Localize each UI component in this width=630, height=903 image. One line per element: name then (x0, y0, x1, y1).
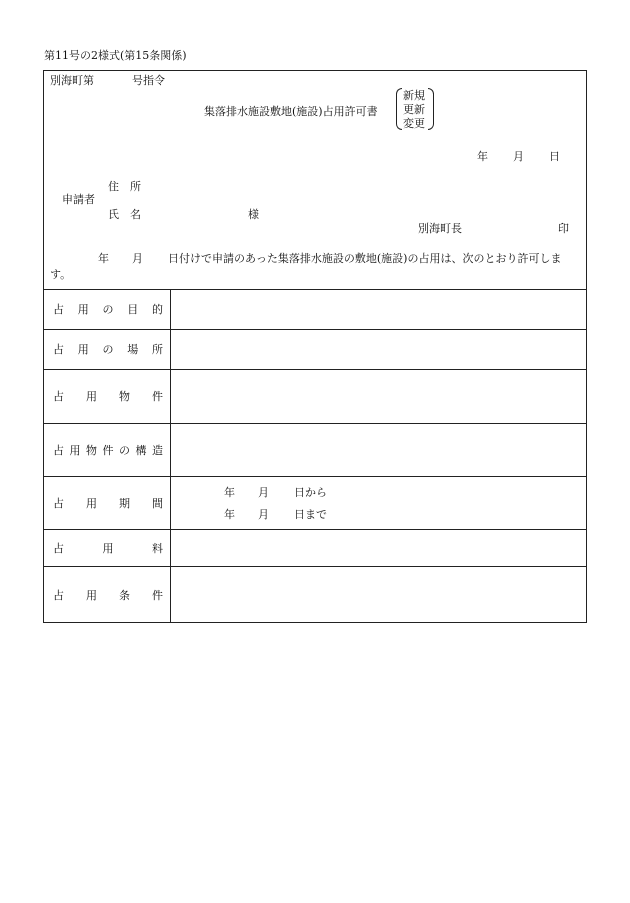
table-row (44, 329, 170, 369)
period-from-month: 月 (258, 486, 269, 499)
bracket-left (396, 88, 402, 130)
address-label: 住 所 (108, 180, 141, 193)
document-title: 集落排水施設敷地(施設)占用許可書 (204, 105, 378, 118)
period-from-day: 日から (294, 486, 327, 499)
title-options (403, 89, 425, 131)
row-label-purpose: 占用の目的 (53, 303, 163, 316)
date-year: 年 (477, 150, 488, 163)
form-number: 第11号の2様式(第15条関係) (44, 49, 187, 62)
table-row (44, 369, 170, 423)
table-row (44, 566, 170, 623)
body-text-line1: 日付けで申請のあった集落排水施設の敷地(施設)の占用は、次のとおり許可しま (168, 252, 562, 265)
title-options-bracket (396, 88, 434, 132)
row-label-period: 占用期間 (53, 496, 163, 510)
name-label: 氏 名 (108, 208, 141, 221)
permit-number-suffix: 号指令 (132, 74, 165, 87)
body-month: 月 (132, 252, 143, 265)
table-row (44, 476, 170, 529)
date-month: 月 (513, 150, 524, 163)
permit-form (43, 70, 587, 623)
option-new: 新規 (403, 89, 425, 102)
issuer-title: 別海町長 (418, 222, 462, 235)
period-to-day: 日まで (294, 508, 327, 521)
table-row (44, 289, 170, 329)
row-label-fee: 占用料 (53, 541, 163, 555)
body-text-line2: す。 (50, 268, 72, 281)
permit-number-prefix: 別海町第 (50, 74, 94, 87)
period-to-year: 年 (224, 508, 235, 521)
column-divider (170, 289, 171, 622)
option-renew: 更新 (403, 103, 425, 116)
row-label-place: 占用の場所 (53, 343, 163, 356)
option-change: 変更 (403, 117, 425, 130)
row-label-object: 占用物件 (53, 390, 163, 403)
date-day: 日 (549, 150, 560, 163)
table-row (44, 529, 170, 566)
row-label-structure: 占用物件の構造 (53, 443, 163, 457)
period-to-month: 月 (258, 508, 269, 521)
honorific: 様 (248, 208, 259, 221)
body-year: 年 (98, 252, 109, 265)
bracket-right (428, 88, 434, 130)
table-row (44, 423, 170, 476)
row-label-conditions: 占用条件 (53, 588, 163, 602)
applicant-label: 申請者 (62, 193, 95, 206)
period-from-year: 年 (224, 486, 235, 499)
seal-mark: 印 (558, 222, 569, 235)
